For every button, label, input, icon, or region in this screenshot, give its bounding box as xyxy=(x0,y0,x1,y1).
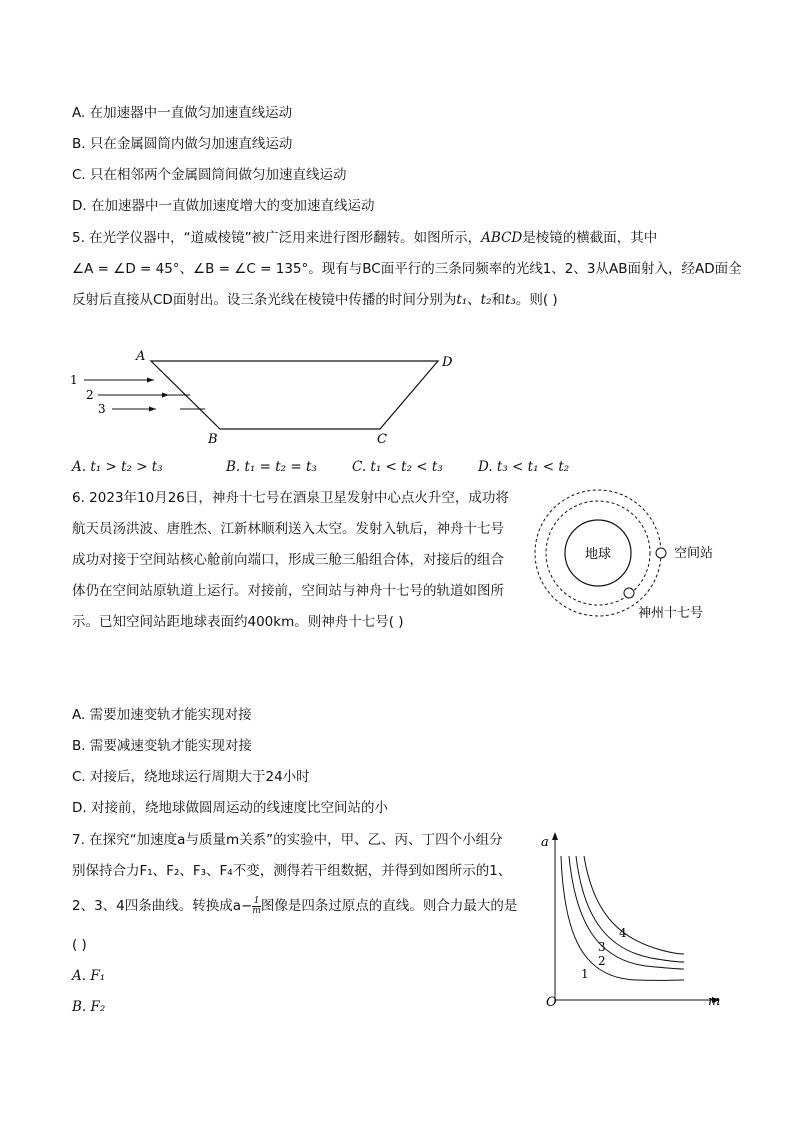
q7-stem-line-1: 7. 在探究“加速度a与质量m关系”的实验中，甲、乙、丙、丁四个小组分 xyxy=(72,832,503,848)
q7-option-a: A. F₁ xyxy=(72,968,106,984)
q4-option-a: A. 在加速器中一直做匀加速直线运动 xyxy=(72,105,293,121)
dove-prism-figure xyxy=(60,342,480,450)
q5-option-d: D. t₃ < t₁ < t₂ xyxy=(478,459,570,475)
q6-option-b: B. 需要减速变轨才能实现对接 xyxy=(72,738,252,754)
curve-2-label: 2 xyxy=(598,954,606,968)
curve-3-label: 3 xyxy=(598,940,606,954)
q5-option-c: C. t₁ < t₂ < t₃ xyxy=(352,459,443,475)
q6-stem-line-3: 成功对接于空间站核心舱前向端口，形成三舱三船组合体，对接后的组合 xyxy=(72,552,504,568)
vertex-b-label: B xyxy=(208,432,218,447)
vertex-c-label: C xyxy=(377,432,387,447)
q5-stem-line-2: ∠A = ∠D = 45°、∠B = ∠C = 135°。现有与BC面平行的三条同频率的光线1、2、3从AB面射入，经AD面全 xyxy=(72,261,742,277)
ray-1-label: 1 xyxy=(70,373,78,387)
x-axis-label: m xyxy=(708,994,721,1009)
q6-stem-line-5: 示。已知空间站距地球表面约400km。则神舟十七号( ) xyxy=(72,614,404,630)
q6-stem-line-2: 航天员汤洪波、唐胜杰、江新林顺利送入太空。发射入轨后，神舟十七号 xyxy=(72,521,504,537)
shenzhou-marker xyxy=(624,588,634,598)
station-marker xyxy=(656,548,666,558)
prism-outline xyxy=(151,361,438,429)
q7-stem-line-2: 别保持合力F₁、F₂、F₃、F₄不变，测得若干组数据，并得到如图所示的1、 xyxy=(72,863,512,879)
q7-stem-line-3: 2、3、4四条曲线。转换成a− $\frac{1}{m}$ 图像是四条过原点的直线。则合力最大的是 xyxy=(72,895,518,916)
q5-option-b: B. t₁ = t₂ = t₃ xyxy=(226,459,317,475)
curve-1 xyxy=(561,856,684,980)
origin-label: O xyxy=(546,995,557,1010)
earth-label: 地球 xyxy=(585,547,612,562)
a-m-graph-figure xyxy=(536,828,726,1010)
q6-option-d: D. 对接前，绕地球做圆周运动的线速度比空间站的小 xyxy=(72,800,388,816)
y-axis-label: a xyxy=(541,835,549,850)
q6-stem-line-4: 体仍在空间站原轨道上运行。对接前，空间站与神舟十七号的轨道如图所 xyxy=(72,583,504,599)
q7-stem-line-4: ( ) xyxy=(72,937,87,953)
q7-option-b: B. F₂ xyxy=(72,999,106,1015)
q5-stem-line-1: 5. 在光学仪器中，“道威棱镜”被广泛用来进行图形翻转。如图所示，ABCD是棱镜的横截面，其中 xyxy=(72,230,658,246)
q5-abcd: ABCD xyxy=(481,230,523,246)
q6-option-a: A. 需要加速变轨才能实现对接 xyxy=(72,707,252,723)
q4-option-c: C. 只在相邻两个金属圆筒间做匀加速直线运动 xyxy=(72,167,347,183)
ray-2-label: 2 xyxy=(86,388,94,402)
q5-option-a: A. t₁ > t₂ > t₃ xyxy=(72,459,163,475)
vertex-d-label: D xyxy=(442,355,453,370)
curve-1-label: 1 xyxy=(581,967,589,981)
fraction-1-over-m: $\frac{1}{m}$ xyxy=(252,895,261,916)
shenzhou-label: 神州十七号 xyxy=(638,606,704,621)
q4-option-b: B. 只在金属圆筒内做匀加速直线运动 xyxy=(72,136,293,152)
orbit-figure xyxy=(530,483,730,628)
curve-3 xyxy=(576,856,684,962)
curve-4-label: 4 xyxy=(619,926,627,940)
q6-stem-line-1: 6. 2023年10月26日，神舟十七号在酒泉卫星发射中心点火升空，成功将 xyxy=(72,490,509,506)
vertex-a-label: A xyxy=(136,349,146,364)
q5-stem-line-3: 反射后直接从CD面射出。设三条光线在棱镜中传播的时间分别为t₁、t₂和t₃。则( ) xyxy=(72,292,558,308)
station-label: 空间站 xyxy=(674,546,714,561)
q4-option-d: D. 在加速器中一直做加速度增大的变加速直线运动 xyxy=(72,198,375,214)
curve-2 xyxy=(569,856,684,969)
ray-3-label: 3 xyxy=(98,402,106,416)
q6-option-c: C. 对接后，绕地球运行周期大于24小时 xyxy=(72,769,310,785)
